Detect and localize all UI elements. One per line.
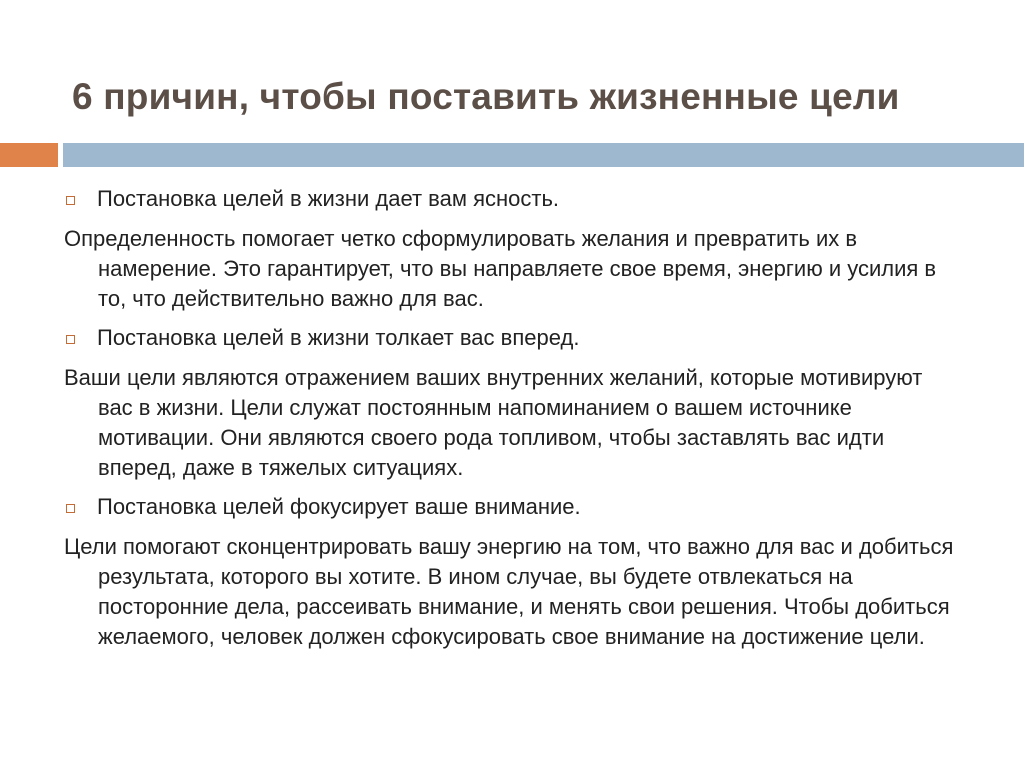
bullet-text: Постановка целей фокусирует ваше внимание.: [97, 494, 581, 519]
square-bullet-icon: [66, 335, 75, 344]
square-bullet-icon: [66, 196, 75, 205]
bullet-item: [64, 492, 954, 522]
bullet-text: Постановка целей в жизни дает вам ясность.: [97, 186, 560, 211]
bullet-text: Постановка целей в жизни толкает вас вперед.: [97, 325, 580, 350]
paragraph: Ваши цели являются отражением ваших внутренних желаний, которые мотивируют вас в жизни. Цели служат постоянным напоминанием о вашем источнике мотивации. Они являются своего рода топливом, чтобы заставлять вас идти вперед, даже в тяжелых ситуациях.: [64, 365, 923, 480]
accent-bar-orange: [0, 143, 58, 167]
square-bullet-icon: [66, 504, 75, 513]
bullet-item: [64, 184, 954, 214]
paragraph: Определенность помогает четко сформулировать желания и превратить их в намерение. Это гарантирует, что вы направляете свое время, энергию и усилия в то, что действительно важно для вас.: [64, 226, 937, 311]
accent-bar-blue: [63, 143, 1024, 167]
slide-title: 6 причин, чтобы поставить жизненные цели: [72, 76, 900, 117]
slide-content: [64, 184, 954, 661]
paragraph: Цели помогают сконцентрировать вашу энергию на том, что важно для вас и добиться результата, которого вы хотите. В ином случае, вы будете отвлекаться на посторонние дела, рассеивать внимание, и менять свои решения. Чтобы добиться желаемого, человек должен сфокусировать свое внимание на достижение цели.: [64, 534, 954, 649]
bullet-item: [64, 323, 954, 353]
